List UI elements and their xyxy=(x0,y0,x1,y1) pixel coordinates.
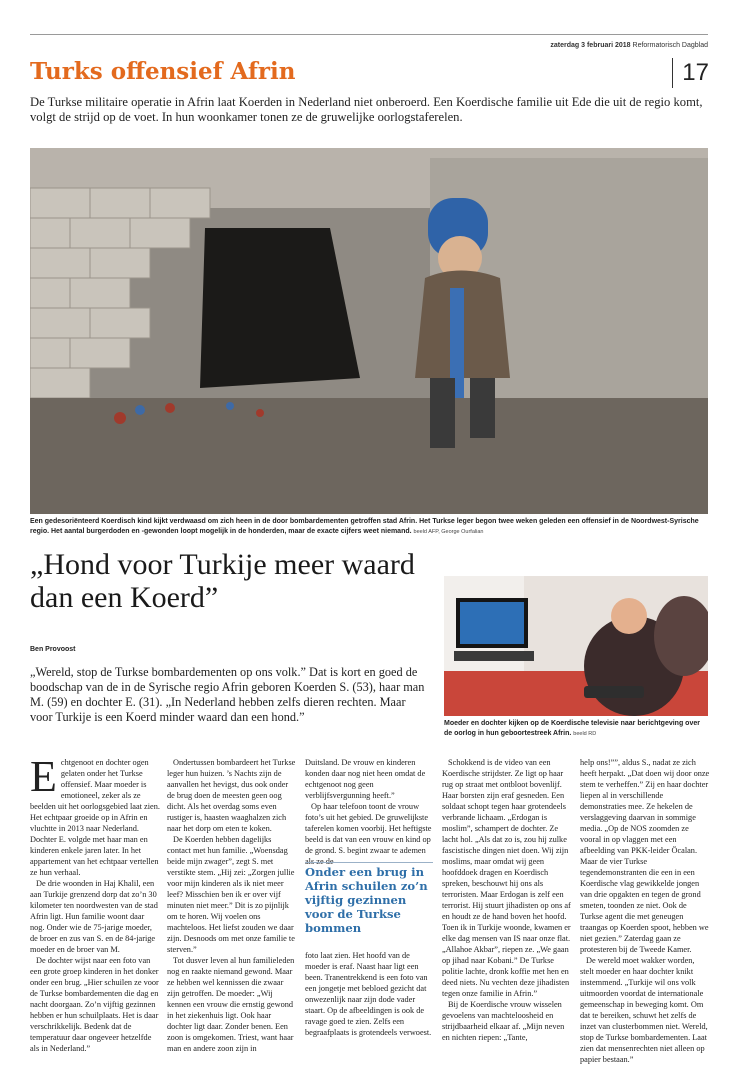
side-photo-caption xyxy=(444,719,708,739)
paragraph: foto laat zien. Het hoofd van de moeder is eraf. Naast haar ligt een been. Tranentrekkend is een foto van een jongetje met bebloed gezicht dat onwezenlijk naar zijn dode vader staart. Op de afbeeldingen is ook de ravage goed te zien. Zelfs een begraafplaats is grotendeels verwoest. xyxy=(305,951,432,1037)
pull-quote: Onder een brug in Afrin schuilen zo’n vijftig gezinnen voor de Turkse bommen xyxy=(305,862,433,935)
paragraph: Ondertussen bombardeert het Turkse leger hun huizen. ’s Nachts zijn de aanvallen het hevigst, dus ook onder de brug doen de meesten geen oog dicht. Als het overdag soms even rustiger is, haasten waaghalzen zich naar het dorp om eten te koken. xyxy=(167,758,296,833)
article-column-3-continued xyxy=(305,950,435,1038)
paragraph: Tot dusver leven al hun familieleden nog en raakte niemand gewond. Maar ze hebben wel kennissen die zwaar zijn getroffen. De moeder: „Wij kennen een vrouw die ernstig gewond in het ziekenhuis ligt. Ook haar dochter ligt daar. Zonder benen. Een zoon is omgekomen. Triest, want haar man en andere zoon zijn in xyxy=(167,956,295,1053)
side-photo xyxy=(444,576,708,716)
article-column-1 xyxy=(30,752,160,1054)
paper-name: Reformatorisch Dagblad xyxy=(632,42,708,49)
article-column-5 xyxy=(580,757,710,1065)
paragraph: help ons!””, aldus S., nadat ze zich heeft herpakt. „Dat doen wij door onze stem te verheffen.” Zij en haar dochter liepen al in verschillende demonstraties mee. Ze hekelen de verslaggeving daarvan in sommige media. „Op de NOS zoomden ze vooral in op vlaggen met een afbeelding van PKK-leider Öcalan. Maar de vier Turkse tegendemonstranten die een in een Koerdische vlag gewikkelde jongen van drie opgakten en tegen de grond smeten, toonden ze niet. Ook de Turkse agent die met geneugen traangas op Koerden spoot, hebben we niet gezien.” Zaterdag gaan ze protesteren bij de Tweede Kamer. xyxy=(580,758,710,954)
side-caption-text: Moeder en dochter kijken op de Koerdische televisie naar berichtgeving over de oorlog in hun geboortestreek Afrin. xyxy=(444,720,700,737)
paragraph: chtgenoot en dochter ogen gelaten onder het Turkse offensief. Maar moeder is emotioneel, zeker als ze beelden uit het oorlogsgebied laat zien. Het echtpaar groeide op in Afrin en vluchtte in 2013 naar Nederland. Dochter E. volgde met haar man en kinderen enkele jaren later. In het appartement van het echtpaar vertellen ze hun verhaal. xyxy=(30,758,160,877)
article-column-3 xyxy=(305,757,435,867)
article-headline: „Hond voor Turkije meer waard dan een Koerd” xyxy=(30,548,415,614)
paragraph: De wereld moet wakker worden, stelt moeder en haar dochter knikt instemmend. „Turkije wil ons volk uitmoorden voordat de internationale gemeenschap in beweging komt. Om dat te bereiken, schuwt het zelfs de inzet van clusterbommen niet. Wereld, stop de Turkse bombardementen. Laat zien dat mensenrechten niet alleen op papier bestaan.” xyxy=(580,956,708,1064)
main-photo-credit: beeld AFP, George Ourfalian xyxy=(413,529,484,535)
dateline xyxy=(540,42,708,49)
main-photo-image xyxy=(30,148,708,514)
top-rule xyxy=(30,34,708,35)
paragraph: Bij de Koerdische vrouw wisselen gevoelens van machteloosheid en strijdbaarheid elkaar af. „Mijn neven en nichten riepen: „Tante, xyxy=(442,1000,565,1042)
intro-text: De Turkse militaire operatie in Afrin laat Koerden in Nederland niet onberoerd. Een Koerdische familie uit Ede die uit de regio komt, volgt de strijd op de voet. In hun woonkamer tonen ze de gruwelijke oorlogstaferelen. xyxy=(30,95,703,124)
paragraph: De drie woonden in Haj Khalil, een aan Turkije grenzend dorp dat zo’n 30 kilometer ten noordwesten van de stad Afrin ligt. Hun familie woont daar nog. Onder wie de 75-jarige moeder, de broer en zus van S. en de 84-jarige moeder en de broer van M. xyxy=(30,879,158,954)
date: zaterdag 3 februari 2018 xyxy=(550,42,631,49)
paragraph: Op haar telefoon toont de vrouw foto’s uit het gebied. De gruwelijkste taferelen komen voorbij. Het heftigste beeld is dat van een vrouw en kind op de grond. S. begint zwaar te ademen als ze de xyxy=(305,802,432,866)
drop-cap: E xyxy=(30,752,57,801)
side-photo-credit: beeld RD xyxy=(573,731,597,737)
article-lead: „Wereld, stop de Turkse bombardementen op ons volk.” Dat is kort en goed de boodschap van de in de Syrische regio Afrin geboren Koerden S. (53), haar man M. (59) en dochter E. (31). „In Nederland hebben zelfs dieren rechten. Maar voor Turkije is een Koerd minder waard dan een hond.” xyxy=(30,665,425,724)
paragraph: De dochter wijst naar een foto van een grote groep kinderen in het donker onder een brug. „Hier schuilen ze voor de Turkse bombardementen die dag en nacht doorgaan. Zo’n vijftig gezinnen hebben er hun schuilplaats. Het is daar verschrikkelijk. Bedenk dat de temperatuur daar ongeveer hetzelfde als in Nederland.” xyxy=(30,956,159,1053)
page-number: 17 xyxy=(672,58,709,88)
paragraph: Schokkend is de video van een Koerdische strijdster. Ze ligt op haar rug op straat met ontbloot bovenlijf. Haar borsten zijn eraf gesneden. Een soldaat schopt tegen haar grotendeels verbrande lichaam. „Erdogan is moslim”, schampert de dochter. Ze lacht hol. „Als dat zo is, zou hij zulke fascistische dingen niet doen. Wij zijn moslims, maar omdat wij geen hoofddoek dragen en Koerdisch spreken, beschouwt hij ons als terroristen. Maar Erdogan is zelf een terrorist. Hij stuurt jihadisten op ons af en houdt ze de hand boven het hoofd. Toen ik in Turkije woonde, kwamen er elke dag mensen van IS naar onze flat. „Allahoe Akbar”, riepen ze. „We gaan op jihad naar Kobani.” De Turkse politie lachte, dronk koffie met hen en deed niets. Nu vechten deze jihadisten tegen onze familie in Afrin.” xyxy=(442,758,571,998)
main-photo-caption xyxy=(30,517,708,537)
side-photo-image xyxy=(444,576,708,716)
byline: Ben Provoost xyxy=(30,646,76,653)
paragraph: Duitsland. De vrouw en kinderen konden daar nog niet heen omdat de echtgenoot nog geen verblijfsvergunning heeft.” xyxy=(305,758,426,800)
main-photo xyxy=(30,148,708,514)
article-column-2 xyxy=(167,757,297,1054)
main-caption-text: Een gedesoriënteerd Koerdisch kind kijkt verdwaasd om zich heen in de door bombardementen getroffen stad Afrin. Het Turkse leger begon twee weken geleden een offensief in de Noordwest-Syrische regio. Het aantal burgerdoden en -gewonden loopt mogelijk in de honderden, maar de exacte cijfers weet niemand. xyxy=(30,518,699,535)
section-title: Turks offensief Afrin xyxy=(30,58,296,85)
paragraph: De Koerden hebben dagelijks contact met hun familie. „Woensdag beide mijn zwager”, zegt S. met verstikte stem. „Hij zei: „Zorgen jullie voor mijn kinderen als ik niet meer leef? Misschien ben ik er over vijf minuten niet meer.” Dit is zo pijnlijk om te horen. Wij voelen ons machteloos. Het liefst zouden we daar zijn. Desnoods om met onze familie te sterven.” xyxy=(167,835,295,954)
article-column-4 xyxy=(442,757,572,1043)
